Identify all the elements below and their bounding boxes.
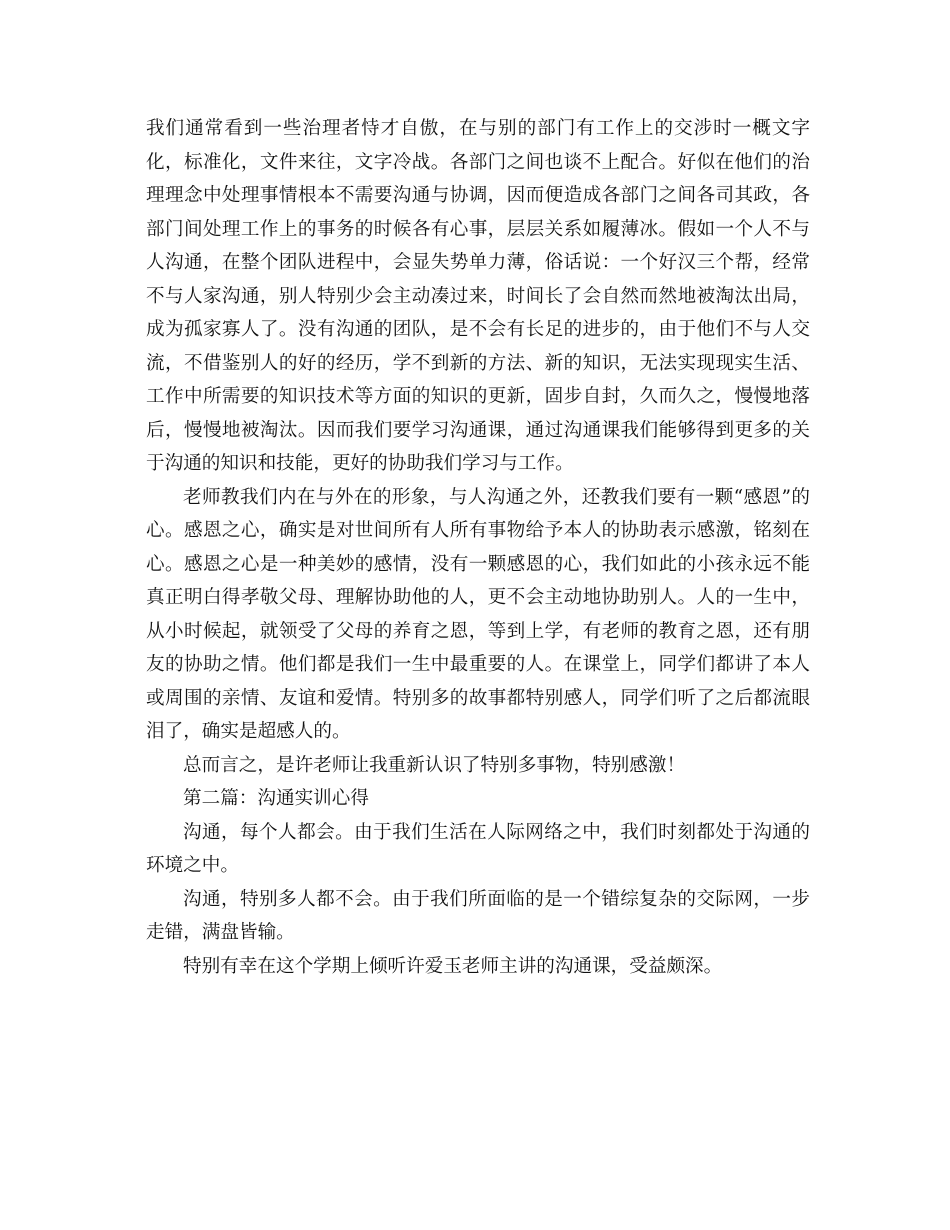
document-page [146, 112, 810, 983]
paragraph-gratitude: 老师教我们内在与外在的形象，与人沟通之外，还教我们要有一颗“感恩”的心。感恩之心，确实是对世间所有人所有事物给予本人的协助表示感激，铭刻在心。感恩之心是一种美妙的感情，没有一颗感恩的心，我们如此的小孩永远不能真正明白得孝敬父母、理解协助他的人，更不会主动地协助别人。人的一生中，从小时候起，就领受了父母的养育之恩，等到上学，有老师的教育之恩，还有朋友的协助之情。他们都是我们一生中最重要的人。在课堂上，同学们都讲了本人或周围的亲情、友谊和爱情。特别多的故事都特别感人，同学们听了之后都流眼泪了，确实是超感人的。 [146, 486, 810, 742]
paragraph-everyone: 沟通，每个人都会。由于我们生活在人际网络之中，我们时刻都处于沟通的环境之中。 [146, 821, 810, 876]
paragraph-many-cannot: 沟通，特别多人都不会。由于我们所面临的是一个错综复杂的交际网，一步走错，满盘皆输。 [146, 888, 810, 943]
paragraph-summary: 总而言之，是许老师让我重新认识了特别多事物，特别感激！ [183, 754, 686, 776]
paragraph-intro: 我们通常看到一些治理者恃才自傲，在与别的部门有工作上的交涉时一概文字化，标准化，文件来往，文字冷战。各部门之间也谈不上配合。好似在他们的治理理念中处理事情根本不需要沟通与协调，因而便造成各部门之间各司其政，各部门间处理工作上的事务的时候各有心事，层层关系如履薄冰。假如一个人不与人沟通，在整个团队进程中，会显失势单力薄，俗话说：一个好汉三个帮，经常不与人家沟通，别人特别少会主动凑过来，时间长了会自然而然地被淘汰出局，成为孤家寡人了。没有沟通的团队，是不会有长足的进步的，由于他们不与人交流，不借鉴别人的好的经历，学不到新的方法、新的知识，无法实现现实生活、工作中所需要的知识技术等方面的知识的更新，固步自封，久而久之，慢慢地落后，慢慢地被淘汰。因而我们要学习沟通课，通过沟通课我们能够得到更多的关于沟通的知识和技能，更好的协助我们学习与工作。 [146, 118, 810, 474]
section-heading: 第二篇：沟通实训心得 [183, 788, 369, 809]
paragraph-fortunate: 特别有幸在这个学期上倾听许爱玉老师主讲的沟通课，受益颇深。 [183, 955, 723, 977]
